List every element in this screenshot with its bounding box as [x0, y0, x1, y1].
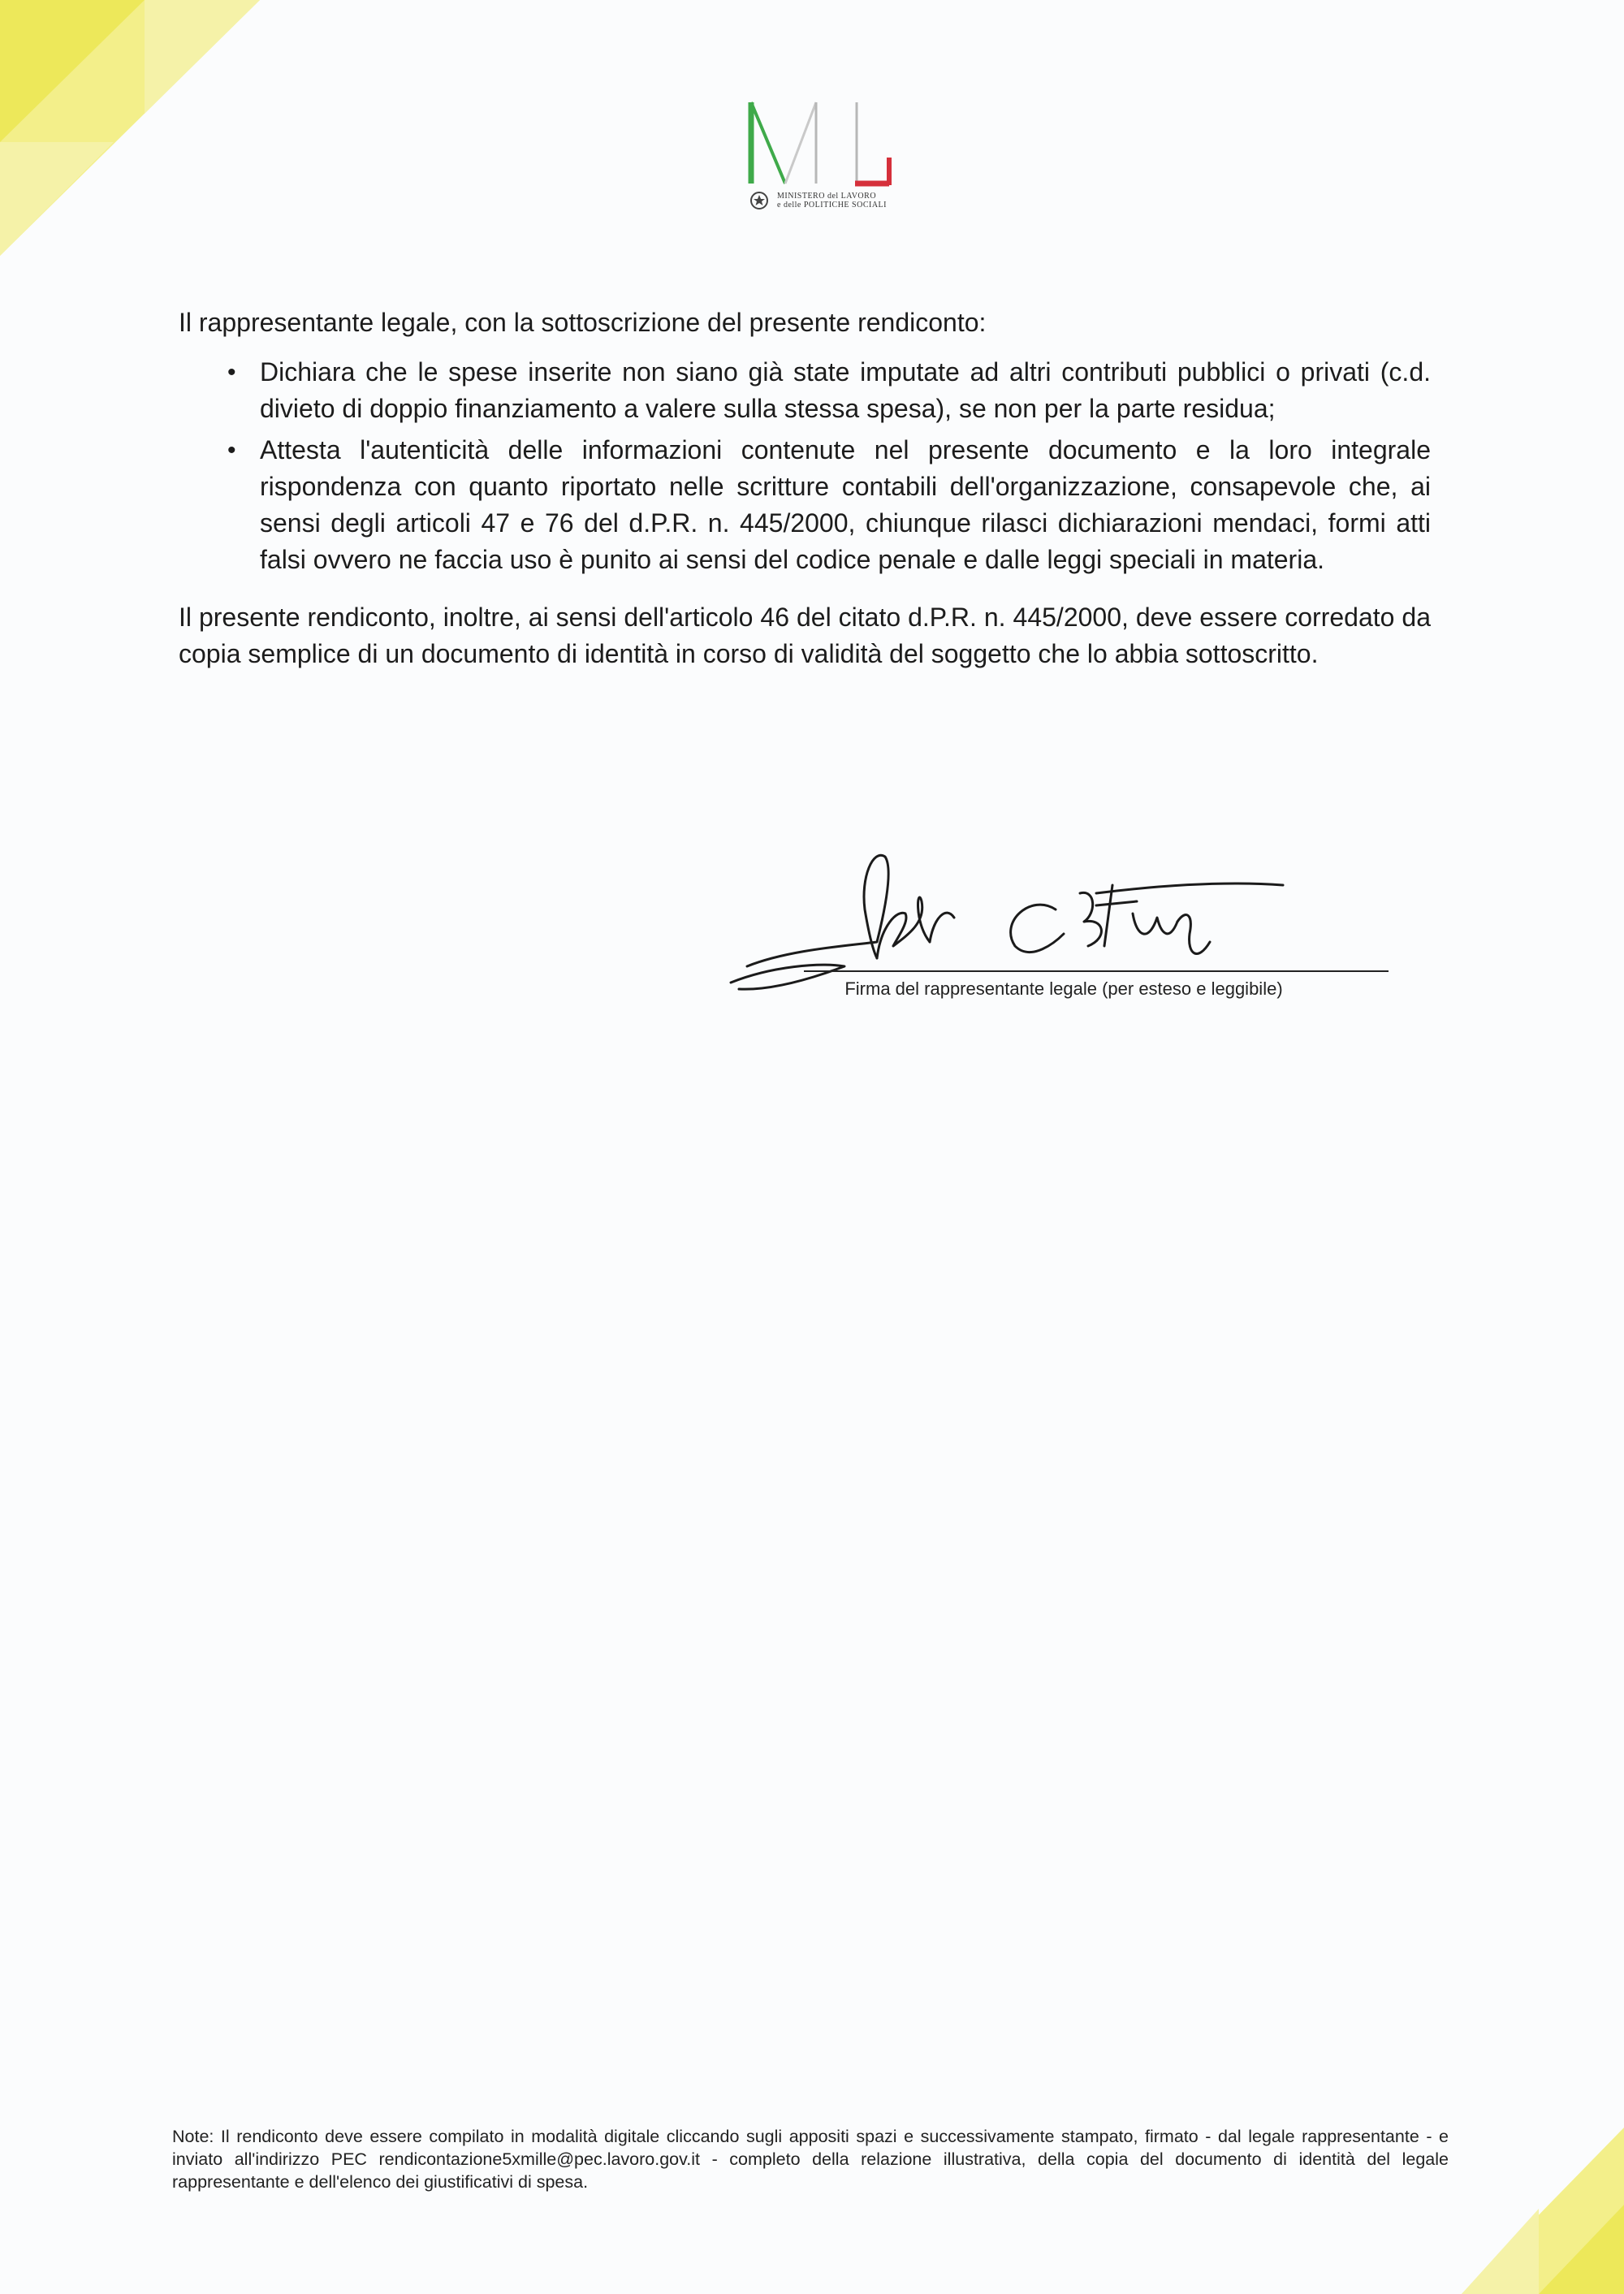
republic-emblem-icon [749, 191, 769, 210]
declaration-list [179, 354, 1431, 578]
logo-line-1: MINISTERO del LAVORO [777, 192, 877, 201]
list-item [179, 432, 1431, 578]
bullet-icon: • [227, 359, 236, 386]
ml-logo-icon [735, 96, 905, 189]
logo-line-2: e delle POLITICHE SOCIALI [777, 201, 887, 210]
list-item [179, 354, 1431, 427]
bullet-icon: • [227, 437, 236, 464]
corner-decoration-top-left [0, 0, 260, 256]
intro-paragraph: Il rappresentante legale, con la sottoscrizione del presente rendiconto: [179, 308, 987, 337]
signature-line [804, 970, 1389, 972]
list-item-text: Attesta l'autenticità delle informazioni contenute nel presente documento e la loro integrale rispondenza con quanto riportato nelle scritture contabili dell'organizzazione, consapevole che, ai sensi degli articoli 47 e 76 del d.P.R. n. 445/2000, chiunque rilasci dichiarazioni mendaci, formi atti falsi ovvero ne faccia uso è punito ai sensi del codice penale e dalle leggi speciali in materia. [260, 435, 1431, 574]
document-body [179, 305, 1431, 672]
list-item-text: Dichiara che le spese inserite non siano già state imputate ad altri contributi pubblici o privati (c.d. divieto di doppio finanziamento a valere sulla stessa spesa), se non per la parte residua; [260, 357, 1431, 423]
closing-paragraph: Il presente rendiconto, inoltre, ai sensi dell'articolo 46 del citato d.P.R. n. 445/2000, deve essere corredato da copia semplice di un documento di identità in corso di validità del soggetto che lo abbia sottoscritto. [179, 603, 1431, 668]
ministry-logo [735, 96, 905, 218]
corner-decoration-bottom-right [1462, 2128, 1624, 2294]
signature-caption: Firma del rappresentante legale (per esteso e leggibile) [844, 979, 1283, 999]
footer-note: Note: Il rendiconto deve essere compilato in modalità digitale cliccando sugli appositi spazi e successivamente stampato, firmato - dal legale rappresentante - e inviato all'indirizzo PEC rendicontazione5xmille@pec.lavoro.gov.it - completo della relazione illustrativa, della copia del documento di identità del legale rappresentante e dell'elenco dei giustificativi di spesa. [172, 2127, 1449, 2192]
